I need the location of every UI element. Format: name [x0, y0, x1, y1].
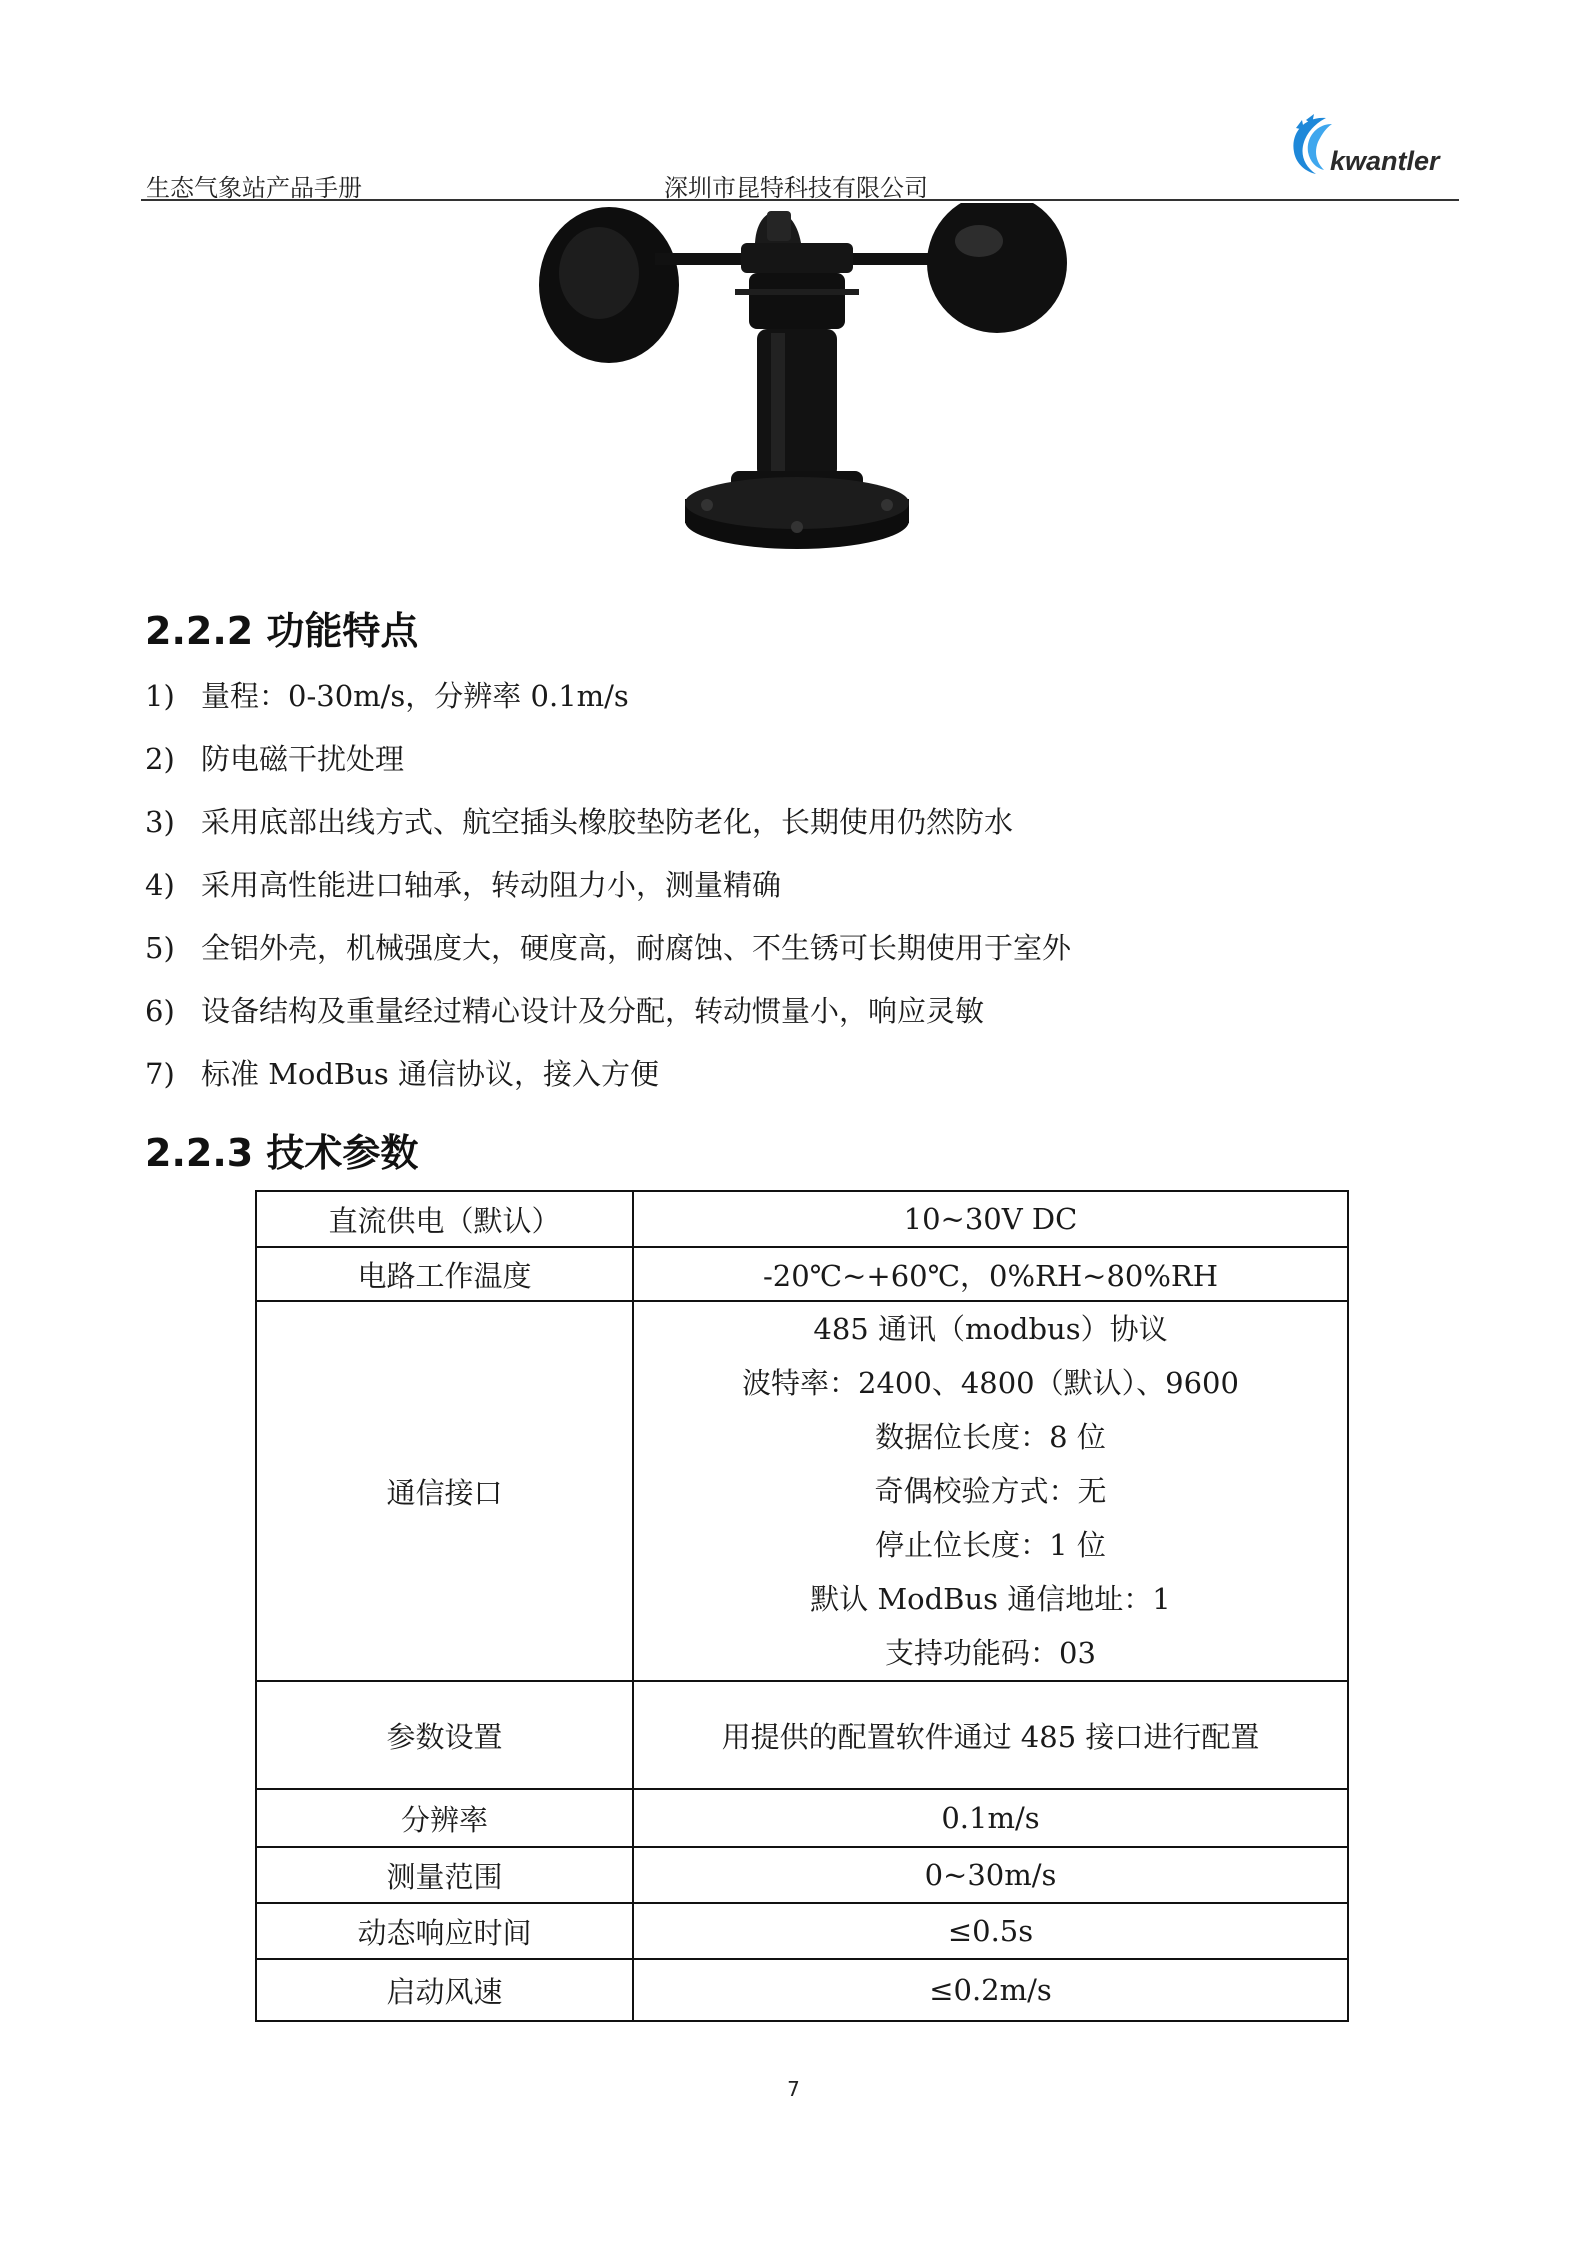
spec-key: 启动风速 — [256, 1959, 633, 2021]
feature-item-text: 量程：0-30m/s，分辨率 0.1m/s — [201, 679, 629, 713]
table-row — [256, 1789, 1348, 1847]
table-row — [256, 1681, 1348, 1789]
company-logo — [1286, 112, 1458, 184]
spec-value-list — [633, 1301, 1348, 1681]
spec-value: 10~30V DC — [633, 1191, 1348, 1247]
features-heading: 2.2.2 功能特点 — [145, 609, 419, 653]
spec-value-line: 默认 ModBus 通信地址：1 — [810, 1582, 1171, 1616]
feature-item — [145, 863, 781, 903]
anemometer-product-image — [535, 203, 1075, 576]
feature-item — [145, 1052, 659, 1092]
spec-value-line: 485 通讯（modbus）协议 — [813, 1312, 1168, 1346]
table-row — [256, 1903, 1348, 1959]
spec-value-line: 奇偶校验方式：无 — [874, 1474, 1107, 1508]
spec-value: 0.1m/s — [633, 1789, 1348, 1847]
spec-value-line: 停止位长度：1 位 — [875, 1528, 1106, 1562]
feature-item-text: 标准 ModBus 通信协议，接入方便 — [201, 1057, 660, 1091]
feature-item — [145, 800, 1013, 840]
spec-value: 0~30m/s — [633, 1847, 1348, 1903]
feature-item-text: 防电磁干扰处理 — [201, 742, 405, 776]
table-row — [256, 1191, 1348, 1247]
logo-wordmark: kwantler — [1330, 146, 1440, 176]
feature-item-text: 采用底部出线方式、航空插头橡胶垫防老化，长期使用仍然防水 — [201, 805, 1014, 839]
feature-item — [145, 926, 1071, 966]
spec-value: ≤0.2m/s — [633, 1959, 1348, 2021]
spec-key: 动态响应时间 — [256, 1903, 633, 1959]
feature-item-text: 全铝外壳，机械强度大，硬度高，耐腐蚀、不生锈可长期使用于室外 — [201, 931, 1072, 965]
header-divider — [141, 199, 1459, 201]
spec-value: 用提供的配置软件通过 485 接口进行配置 — [633, 1681, 1348, 1789]
table-row — [256, 1301, 1348, 1681]
spec-key: 直流供电（默认） — [256, 1191, 633, 1247]
feature-item-number: 4) — [145, 868, 175, 902]
spec-value-line: 支持功能码：03 — [885, 1636, 1096, 1670]
feature-item-number: 7) — [145, 1057, 175, 1091]
feature-item — [145, 737, 404, 777]
table-row — [256, 1247, 1348, 1301]
spec-key: 通信接口 — [256, 1301, 633, 1681]
spec-table — [255, 1190, 1349, 2022]
feature-item-number: 5) — [145, 931, 175, 965]
specs-heading: 2.2.3 技术参数 — [145, 1131, 419, 1175]
feature-item — [145, 674, 629, 714]
table-row — [256, 1847, 1348, 1903]
spec-key: 分辨率 — [256, 1789, 633, 1847]
spec-key: 电路工作温度 — [256, 1247, 633, 1301]
feature-item-number: 2) — [145, 742, 175, 776]
spec-value: -20℃~+60℃，0%RH~80%RH — [633, 1247, 1348, 1301]
spec-key: 测量范围 — [256, 1847, 633, 1903]
feature-item-number: 1) — [145, 679, 175, 713]
header-manual-title: 生态气象站产品手册 — [146, 174, 362, 202]
spec-value-line: 数据位长度：8 位 — [875, 1420, 1106, 1454]
page-number: 7 — [787, 2077, 800, 2101]
spec-value: ≤0.5s — [633, 1903, 1348, 1959]
feature-item-text: 采用高性能进口轴承，转动阻力小，测量精确 — [201, 868, 782, 902]
table-row — [256, 1959, 1348, 2021]
feature-item — [145, 989, 984, 1029]
header-company-name: 深圳市昆特科技有限公司 — [664, 174, 928, 202]
spec-key: 参数设置 — [256, 1681, 633, 1789]
spec-value-line: 波特率：2400、4800（默认）、9600 — [742, 1366, 1239, 1400]
feature-item-number: 3) — [145, 805, 175, 839]
feature-item-number: 6) — [145, 994, 175, 1028]
feature-item-text: 设备结构及重量经过精心设计及分配，转动惯量小，响应灵敏 — [201, 994, 985, 1028]
